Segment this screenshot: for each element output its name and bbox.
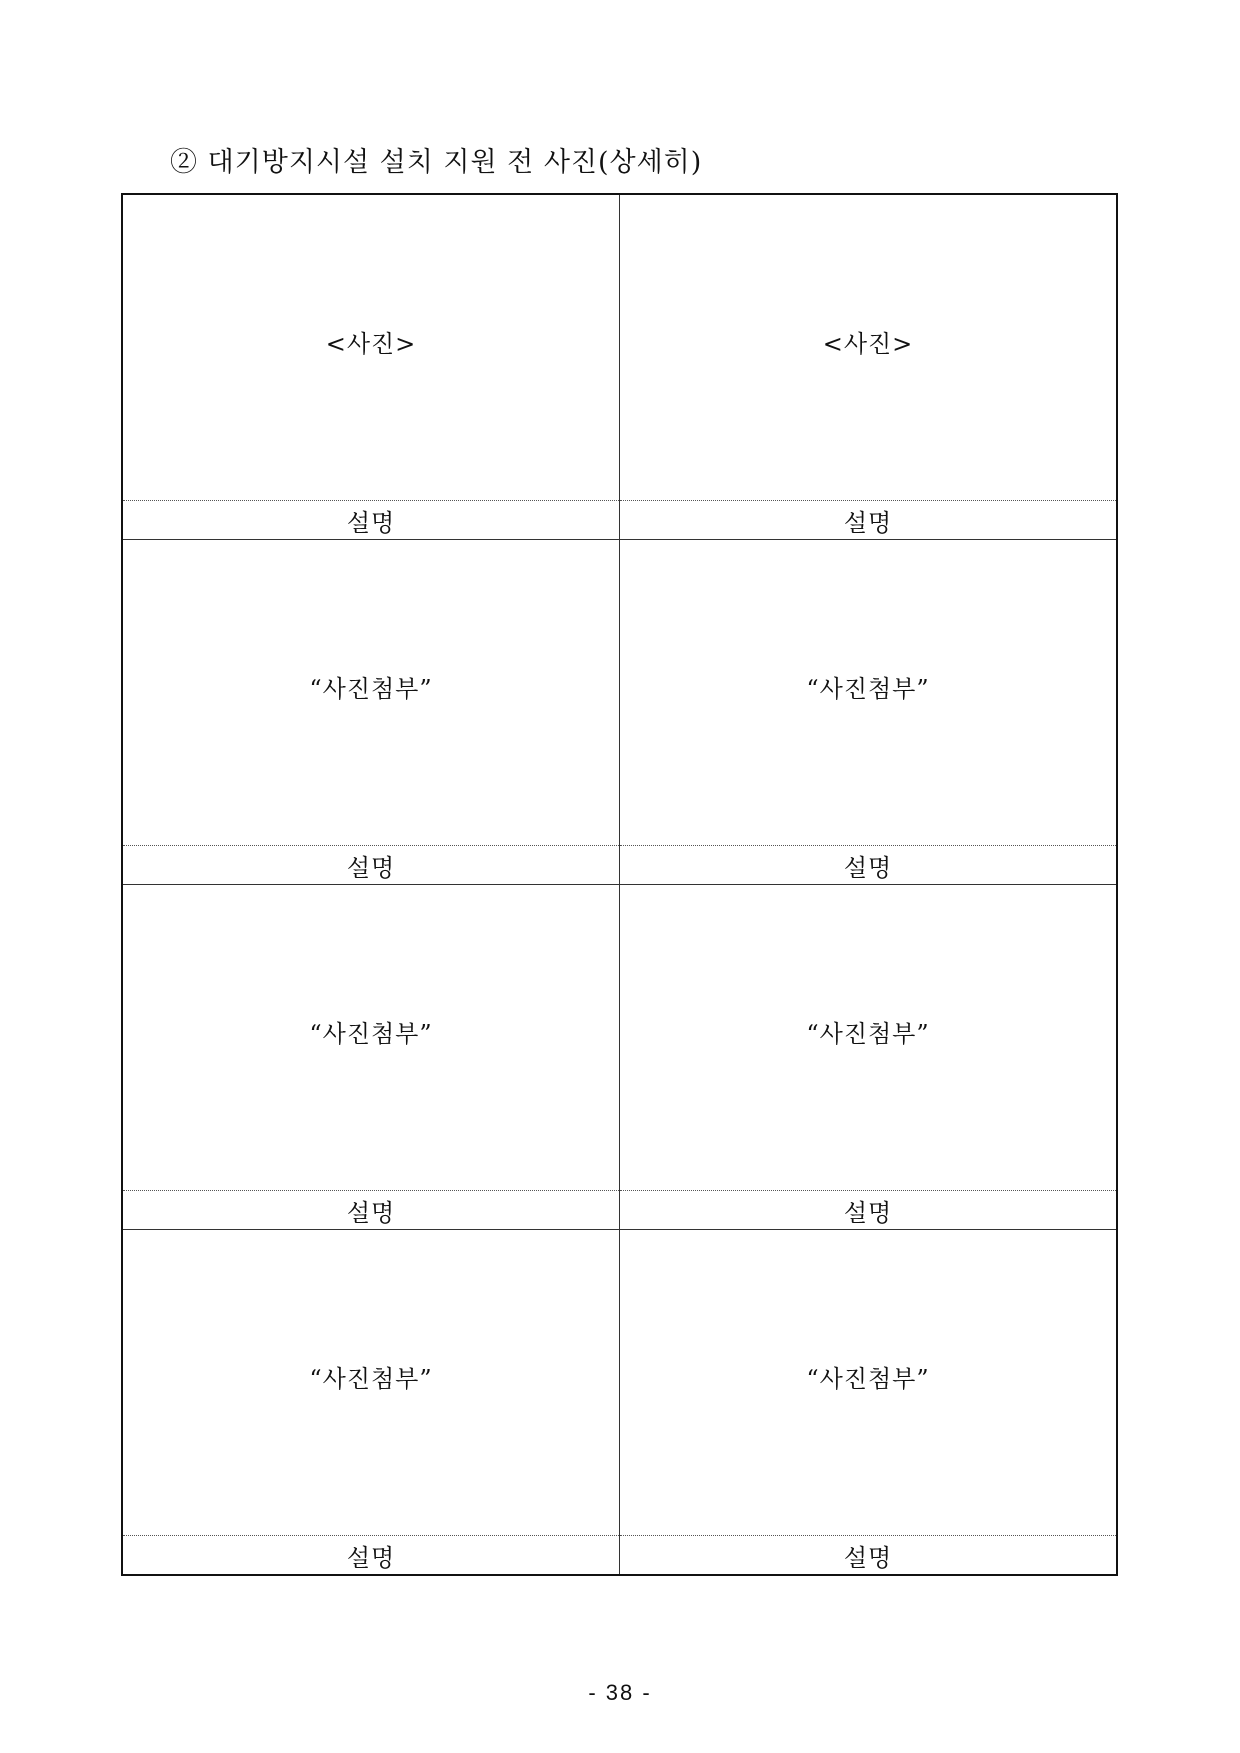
photo-placeholder-cell[interactable] [620, 885, 1118, 1191]
caption-cell[interactable]: 설명 [620, 846, 1118, 885]
caption-cell[interactable]: 설명 [122, 501, 620, 540]
photo-placeholder-label: “사진첨부” [309, 675, 433, 703]
photo-row [122, 1230, 1117, 1536]
caption-cell[interactable]: 설명 [620, 1536, 1118, 1576]
caption-cell[interactable]: 설명 [122, 1191, 620, 1230]
photo-placeholder-cell[interactable] [122, 194, 620, 501]
caption-cell[interactable]: 설명 [122, 1536, 620, 1576]
photo-placeholder-cell[interactable] [620, 540, 1118, 846]
caption-row [122, 1536, 1117, 1576]
photo-placeholder-cell[interactable] [620, 194, 1118, 501]
section-heading: ② 대기방지시설 설치 지원 전 사진(상세히) [170, 147, 703, 178]
photo-placeholder-label: <사진> [325, 330, 417, 358]
photo-placeholder-label: “사진첨부” [806, 1020, 930, 1048]
caption-cell[interactable]: 설명 [122, 846, 620, 885]
photo-placeholder-label: “사진첨부” [806, 675, 930, 703]
photo-row [122, 885, 1117, 1191]
caption-cell[interactable]: 설명 [620, 1191, 1118, 1230]
photo-placeholder-label: <사진> [822, 330, 914, 358]
photo-placeholder-label: “사진첨부” [309, 1365, 433, 1393]
photo-table [121, 193, 1118, 1576]
photo-placeholder-cell[interactable] [620, 1230, 1118, 1536]
page-number: - 38 - [588, 1680, 652, 1705]
photo-placeholder-cell[interactable] [122, 885, 620, 1191]
caption-row [122, 1191, 1117, 1230]
photo-placeholder-cell[interactable] [122, 540, 620, 846]
photo-placeholder-label: “사진첨부” [309, 1020, 433, 1048]
photo-placeholder-cell[interactable] [122, 1230, 620, 1536]
photo-placeholder-label: “사진첨부” [806, 1365, 930, 1393]
photo-row [122, 194, 1117, 501]
photo-row [122, 540, 1117, 846]
caption-row [122, 501, 1117, 540]
caption-cell[interactable]: 설명 [620, 501, 1118, 540]
caption-row [122, 846, 1117, 885]
